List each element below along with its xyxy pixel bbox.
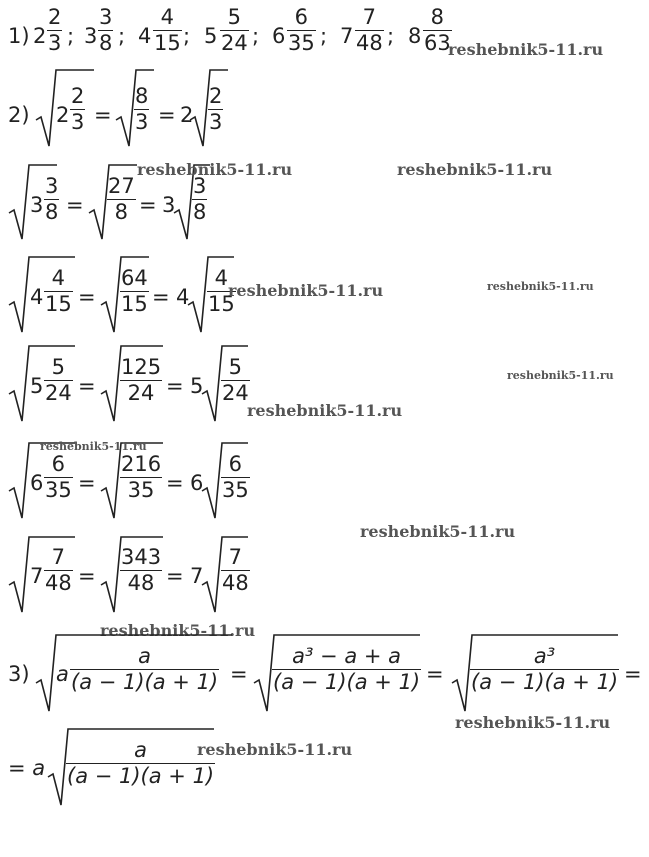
fraction bbox=[355, 5, 384, 56]
watermark: reshebnik5-11.ru bbox=[448, 40, 604, 59]
fraction bbox=[44, 266, 73, 317]
fraction bbox=[44, 174, 59, 225]
coefficient: 7 bbox=[190, 564, 204, 588]
numerator: a³ − a + a bbox=[292, 644, 402, 668]
denominator: 35 bbox=[45, 478, 72, 503]
part3-label: 3) bbox=[8, 662, 30, 686]
fraction bbox=[70, 644, 219, 695]
fraction bbox=[44, 355, 73, 406]
watermark: reshebnik5-11.ru bbox=[100, 621, 256, 640]
denominator: (a − 1)(a + 1) bbox=[71, 670, 219, 695]
denominator: 24 bbox=[222, 381, 249, 406]
result-prefix: = a bbox=[8, 756, 46, 780]
watermark: reshebnik5-11.ru bbox=[137, 160, 293, 179]
whole-part: 5 bbox=[30, 374, 44, 398]
denominator: 8 bbox=[99, 31, 113, 56]
fraction bbox=[66, 738, 215, 789]
equals-sign: = bbox=[158, 103, 176, 127]
denominator: 3 bbox=[135, 110, 149, 135]
whole-part: 3 bbox=[30, 193, 44, 217]
fraction bbox=[120, 266, 149, 317]
denominator: 48 bbox=[356, 31, 383, 56]
equals-sign: = bbox=[152, 285, 170, 309]
numerator: 8 bbox=[430, 5, 445, 29]
numerator: 5 bbox=[228, 355, 243, 379]
denominator: 3 bbox=[209, 110, 223, 135]
numerator: 7 bbox=[51, 545, 66, 569]
numerator: 2 bbox=[71, 84, 85, 108]
numerator: 125 bbox=[121, 355, 162, 379]
separator: ; bbox=[118, 24, 126, 48]
numerator: 343 bbox=[121, 545, 162, 569]
mixed-number-whole: 3 bbox=[84, 24, 98, 48]
watermark: reshebnik5-11.ru bbox=[228, 281, 384, 300]
denominator: 15 bbox=[208, 292, 235, 317]
fraction bbox=[208, 84, 223, 135]
watermark: reshebnik5-11.ru bbox=[507, 369, 614, 382]
equals-sign: = bbox=[166, 471, 184, 495]
denominator: 15 bbox=[154, 31, 181, 56]
fraction bbox=[192, 174, 207, 225]
mixed-number-whole: 4 bbox=[138, 24, 152, 48]
equals-sign: = bbox=[66, 193, 84, 217]
numerator: 2 bbox=[48, 5, 62, 29]
watermark: reshebnik5-11.ru bbox=[397, 160, 553, 179]
denominator: 8 bbox=[193, 200, 207, 225]
equals-sign: = bbox=[78, 285, 96, 309]
numerator: 3 bbox=[193, 174, 207, 198]
fraction bbox=[120, 452, 162, 503]
numerator: 7 bbox=[228, 545, 243, 569]
numerator: 3 bbox=[99, 5, 113, 29]
separator: ; bbox=[67, 24, 75, 48]
equals-sign: = bbox=[139, 193, 157, 217]
numerator: 6 bbox=[228, 452, 243, 476]
numerator: 5 bbox=[227, 5, 242, 29]
denominator: 48 bbox=[222, 571, 249, 596]
equals-sign: = bbox=[78, 374, 96, 398]
denominator: 35 bbox=[222, 478, 249, 503]
numerator: 6 bbox=[51, 452, 66, 476]
mixed-number-whole: 7 bbox=[340, 24, 354, 48]
watermark: reshebnik5-11.ru bbox=[487, 280, 594, 293]
watermark: reshebnik5-11.ru bbox=[455, 713, 611, 732]
equals-sign: = bbox=[624, 662, 642, 686]
part1-label: 1) bbox=[8, 24, 30, 48]
equals-sign: = bbox=[78, 471, 96, 495]
denominator: 15 bbox=[45, 292, 72, 317]
equals-sign: = bbox=[230, 662, 248, 686]
fraction bbox=[220, 5, 249, 56]
equals-sign: = bbox=[78, 564, 96, 588]
mixed-number-whole: 5 bbox=[204, 24, 218, 48]
denominator: 63 bbox=[424, 31, 451, 56]
denominator: 24 bbox=[45, 381, 72, 406]
denominator: (a − 1)(a + 1) bbox=[273, 670, 421, 695]
denominator: 48 bbox=[45, 571, 72, 596]
numerator: 3 bbox=[45, 174, 59, 198]
denominator: 8 bbox=[45, 200, 59, 225]
part2-label: 2) bbox=[8, 103, 30, 127]
numerator: a bbox=[138, 644, 151, 668]
equals-sign: = bbox=[166, 564, 184, 588]
numerator: 27 bbox=[108, 174, 135, 198]
watermark: reshebnik5-11.ru bbox=[40, 440, 147, 453]
denominator: 15 bbox=[121, 292, 148, 317]
fraction bbox=[107, 174, 136, 225]
denominator: 35 bbox=[288, 31, 315, 56]
coefficient: 3 bbox=[162, 193, 176, 217]
fraction bbox=[98, 5, 113, 56]
numerator: a bbox=[134, 738, 147, 762]
denominator: 48 bbox=[127, 571, 155, 596]
coefficient: 6 bbox=[190, 471, 204, 495]
denominator: (a − 1)(a + 1) bbox=[67, 764, 215, 789]
fraction bbox=[70, 84, 85, 135]
coefficient: 5 bbox=[190, 374, 204, 398]
separator: ; bbox=[387, 24, 395, 48]
numerator: 7 bbox=[362, 5, 377, 29]
fraction bbox=[120, 355, 162, 406]
numerator: 8 bbox=[135, 84, 149, 108]
numerator: a³ bbox=[533, 644, 556, 668]
fraction bbox=[47, 5, 62, 56]
numerator: 4 bbox=[214, 266, 229, 290]
fraction bbox=[44, 545, 73, 596]
separator: ; bbox=[252, 24, 260, 48]
mixed-number-whole: 6 bbox=[272, 24, 286, 48]
mixed-number-whole: 2 bbox=[33, 24, 47, 48]
denominator: 24 bbox=[221, 31, 248, 56]
equals-sign: = bbox=[94, 103, 112, 127]
fraction bbox=[272, 644, 421, 695]
mixed-number-whole: 8 bbox=[408, 24, 422, 48]
coefficient: 2 bbox=[180, 103, 194, 127]
numerator: 5 bbox=[51, 355, 66, 379]
fraction bbox=[134, 84, 149, 135]
denominator: (a − 1)(a + 1) bbox=[471, 670, 619, 695]
fraction bbox=[221, 545, 250, 596]
whole-part: 7 bbox=[30, 564, 44, 588]
equals-sign: = bbox=[166, 374, 184, 398]
denominator: 8 bbox=[114, 200, 129, 225]
fraction bbox=[153, 5, 182, 56]
watermark: reshebnik5-11.ru bbox=[247, 401, 403, 420]
whole-part: 6 bbox=[30, 471, 44, 495]
coefficient: 4 bbox=[176, 285, 190, 309]
watermark: reshebnik5-11.ru bbox=[197, 740, 353, 759]
equals-sign: = bbox=[426, 662, 444, 686]
whole-part: 4 bbox=[30, 285, 44, 309]
watermark: reshebnik5-11.ru bbox=[360, 522, 516, 541]
separator: ; bbox=[320, 24, 328, 48]
numerator: 64 bbox=[121, 266, 148, 290]
numerator: 2 bbox=[209, 84, 223, 108]
denominator: 24 bbox=[127, 381, 155, 406]
numerator: 4 bbox=[160, 5, 175, 29]
fraction bbox=[470, 644, 619, 695]
numerator: 6 bbox=[294, 5, 309, 29]
fraction bbox=[287, 5, 316, 56]
fraction bbox=[44, 452, 73, 503]
denominator: 3 bbox=[71, 110, 85, 135]
numerator: 4 bbox=[51, 266, 66, 290]
denominator: 3 bbox=[48, 31, 62, 56]
whole-part: 2 bbox=[56, 103, 70, 127]
denominator: 35 bbox=[127, 478, 155, 503]
fraction bbox=[120, 545, 162, 596]
fraction bbox=[221, 355, 250, 406]
separator: ; bbox=[183, 24, 191, 48]
variable-a: a bbox=[56, 662, 69, 686]
fraction bbox=[221, 452, 250, 503]
numerator: 216 bbox=[121, 452, 162, 476]
